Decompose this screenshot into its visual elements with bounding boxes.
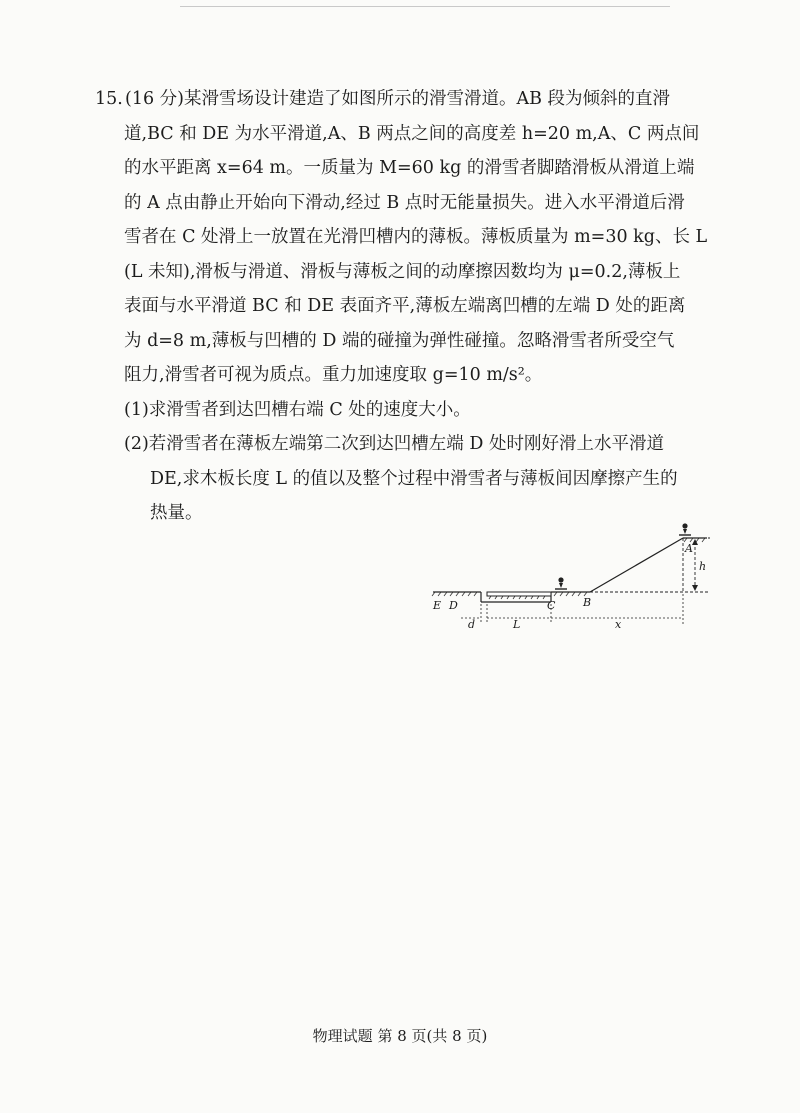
sub-question-2-line-1: (2)若滑雪者在薄板左端第二次到达凹槽左端 D 处时刚好滑上水平滑道 bbox=[124, 434, 664, 454]
sub-question-1: (1)求滑雪者到达凹槽右端 C 处的速度大小。 bbox=[124, 399, 471, 420]
page-footer: 物理试题 第 8 页(共 8 页) bbox=[312, 1027, 488, 1045]
question-line-9: 阻力,滑雪者可视为质点。重力加速度取 g=10 m/s²。 bbox=[124, 365, 543, 385]
question-15 bbox=[95, 82, 725, 531]
label-b: B bbox=[583, 596, 592, 609]
sub-question-2-line-3: 热量。 bbox=[150, 503, 203, 523]
ground-hatching bbox=[432, 538, 705, 599]
label-h: h bbox=[699, 560, 707, 573]
question-line-6: (L 未知),滑板与滑道、滑板与薄板之间的动摩擦因数均为 μ=0.2,薄板上 bbox=[124, 261, 681, 282]
question-line-7: 表面与水平滑道 BC 和 DE 表面齐平,薄板左端离凹槽的左端 D 处的距离 bbox=[124, 296, 686, 316]
label-dim-d: d bbox=[468, 618, 476, 630]
question-line-5: 雪者在 C 处滑上一放置在光滑凹槽内的薄板。薄板质量为 m=30 kg、长 L bbox=[124, 227, 708, 247]
label-c: C bbox=[547, 599, 556, 612]
thin-board bbox=[487, 592, 551, 596]
ski-slope-diagram bbox=[425, 520, 725, 630]
question-line-8: 为 d=8 m,薄板与凹槽的 D 端的碰撞为弹性碰撞。忽略滑雪者所受空气 bbox=[124, 330, 675, 351]
scan-edge-line bbox=[180, 6, 670, 7]
question-line-4: 的 A 点由静止开始向下滑动,经过 B 点时无能量损失。进入水平滑道后滑 bbox=[124, 192, 685, 213]
h-arrow-head-bottom bbox=[692, 585, 698, 591]
sub-question-2-line-2: DE,求木板长度 L 的值以及整个过程中滑雪者与薄板间因摩擦产生的 bbox=[150, 468, 678, 489]
label-dim-x: x bbox=[615, 618, 622, 630]
label-a: A bbox=[685, 542, 693, 555]
label-e: E bbox=[433, 599, 442, 612]
question-first-line bbox=[95, 82, 725, 117]
skier-at-a-icon bbox=[679, 523, 691, 535]
question-line-3: 的水平距离 x=64 m。一质量为 M=60 kg 的滑雪者脚踏滑板从滑道上端 bbox=[124, 158, 695, 178]
label-d: D bbox=[449, 599, 458, 612]
question-number: 15. bbox=[95, 89, 123, 109]
slope-ab bbox=[590, 538, 683, 592]
label-dim-l: L bbox=[513, 618, 521, 630]
question-line-1: (16 分)某滑雪场设计建造了如图所示的滑雪滑道。AB 段为倾斜的直滑 bbox=[125, 89, 671, 109]
question-line-2: 道,BC 和 DE 为水平滑道,A、B 两点之间的高度差 h=20 m,A、C 两点间 bbox=[124, 123, 700, 144]
skier-at-c-icon bbox=[555, 577, 567, 589]
